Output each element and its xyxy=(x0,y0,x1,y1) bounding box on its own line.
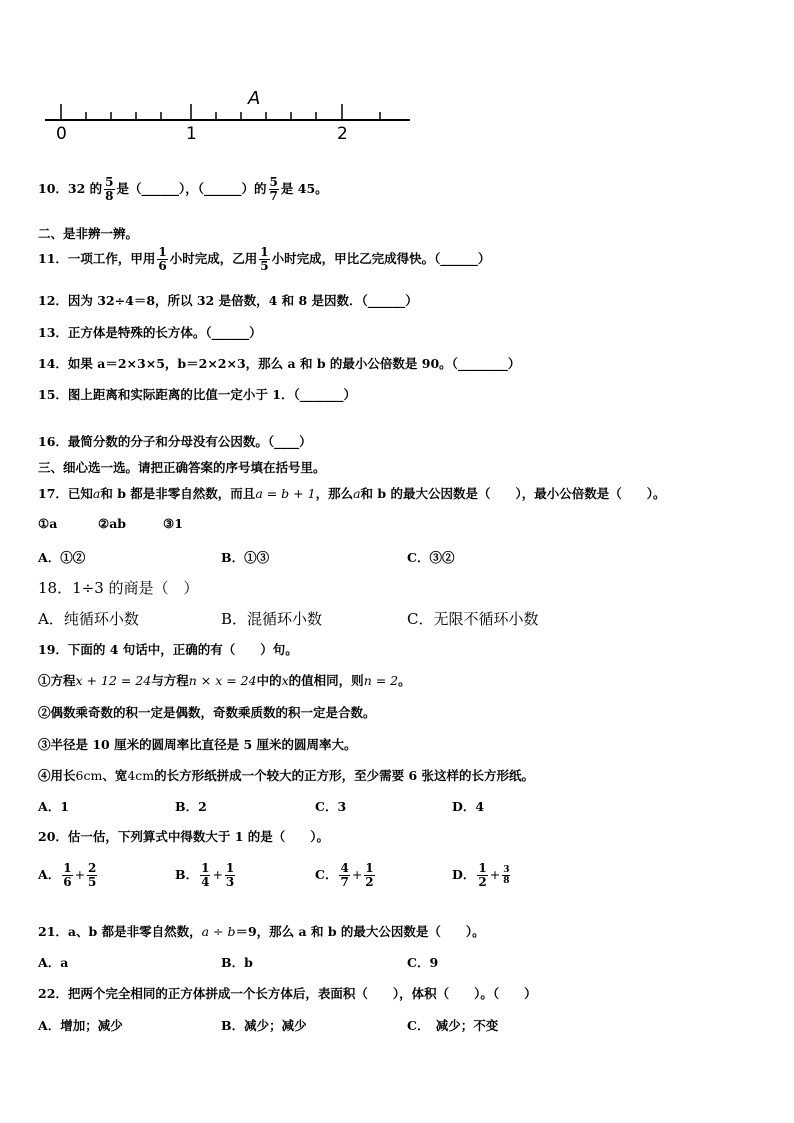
question-22: 22．把两个完全相同的正方体拼成一个长方体后，表面积（ ），体积（ ）。（ ） xyxy=(38,986,537,1001)
q17-text-b: 和 b 都是非零自然数，而且 xyxy=(100,486,256,501)
q19-statement-2: ②偶数乘奇数的积一定是偶数，奇数乘质数的积一定是合数。 xyxy=(38,705,376,720)
q22-option-b: B．减少；减少 xyxy=(221,1018,307,1033)
question-15: 15．图上距离和实际距离的比值一定小于 1．（_______） xyxy=(38,387,356,402)
q19-s1-var-x: x xyxy=(281,673,289,688)
ruler-label-2: 2 xyxy=(337,124,348,144)
q19-s4-text-a: ④用长 xyxy=(38,768,76,783)
q19-s4-width: 4cm xyxy=(127,768,155,783)
question-13: 13．正方体是特殊的长方体。（______） xyxy=(38,325,262,340)
number-line xyxy=(40,82,420,148)
ruler-label-0: 0 xyxy=(56,124,67,144)
question-18: 18．1÷3 的商是（ ） xyxy=(38,579,199,597)
q11-fraction-1: $\frac{1}{6}$ xyxy=(158,245,167,273)
q11-text-b: 小时完成，乙用 xyxy=(169,251,258,266)
q17-equation: a = b + 1 xyxy=(255,486,316,501)
q19-s4-text-c: 的长方形纸拼成一个较大的正方形，至少需要 6 张这样的长方形纸。 xyxy=(154,768,535,783)
q11-text-c: 小时完成，甲比乙完成得快。（______） xyxy=(271,251,491,266)
q19-s1-eq-3: n = 2 xyxy=(363,673,399,688)
question-14: 14．如果 a＝2×3×5，b＝2×2×3，那么 a 和 b 的最小公倍数是 90。（________） xyxy=(38,356,521,371)
q17-item-3: ③1 xyxy=(163,516,183,531)
q10-text-a: 10．32 的 xyxy=(38,181,103,196)
q17-var-a-2: a xyxy=(353,486,361,501)
q17-option-c: C．③② xyxy=(407,550,455,565)
ruler-ticks xyxy=(61,104,380,120)
q19-s1-text-f: 。 xyxy=(398,673,411,688)
ruler-label-1: 1 xyxy=(186,124,197,144)
q18-option-b: B．混循环小数 xyxy=(221,610,323,628)
q19-option-c: C．3 xyxy=(315,799,347,814)
q17-text-c: ，那么 xyxy=(315,486,354,501)
q21-option-c: C．9 xyxy=(407,955,439,970)
question-12: 12．因为 32÷4＝8，所以 32 是倍数，4 和 8 是因数．（______） xyxy=(38,293,418,308)
q18-option-c: C．无限不循环小数 xyxy=(407,610,539,628)
q17-item-2: ②ab xyxy=(98,516,127,531)
q11-text-a: 11．一项工作，甲用 xyxy=(38,251,156,266)
q21-option-a: A．a xyxy=(38,955,69,970)
question-17 xyxy=(38,484,665,502)
q10-fraction-1: $\frac{5}{8}$ xyxy=(105,175,114,203)
question-19: 19．下面的 4 句话中，正确的有（ ）句。 xyxy=(38,642,298,657)
q22-option-c: C． 减少；不变 xyxy=(407,1018,499,1033)
q19-option-a: A．1 xyxy=(38,799,69,814)
q11-fraction-2: $\frac{1}{5}$ xyxy=(260,245,269,273)
section-2-heading: 二、是非辨一辨。 xyxy=(38,226,139,241)
q19-statement-1 xyxy=(38,671,411,689)
question-16: 16．最简分数的分子和分母没有公因数。（____） xyxy=(38,434,312,449)
ruler-point-a: A xyxy=(248,88,261,109)
q17-text-d: 和 b 的最大公因数是（ ），最小公倍数是（ ）。 xyxy=(360,486,666,501)
q20-option-a: A． $\frac{1}{6}$ + $\frac{2}{5}$ xyxy=(38,861,97,889)
q19-s4-length: 6cm xyxy=(75,768,103,783)
q19-s1-eq-1: x + 12 = 24 xyxy=(75,673,152,688)
q19-s1-text-d: 的值相同，则 xyxy=(288,673,364,688)
q18-option-a: A．纯循环小数 xyxy=(38,610,139,628)
question-21 xyxy=(38,922,485,940)
question-11 xyxy=(38,246,490,273)
q17-text-a: 17．已知 xyxy=(38,486,93,501)
q22-option-a: A．增加；减少 xyxy=(38,1018,123,1033)
q20-option-b: B． $\frac{1}{4}$ + $\frac{1}{3}$ xyxy=(175,861,235,889)
q10-text-c: 是 45。 xyxy=(280,181,328,196)
q19-s1-text-a: ①方程 xyxy=(38,673,76,688)
q10-text-b: 是（______），（______）的 xyxy=(116,181,267,196)
q21-option-b: B．b xyxy=(221,955,253,970)
q17-option-b: B．①③ xyxy=(221,550,270,565)
q21-equation: a ÷ b xyxy=(201,924,236,939)
q19-s1-text-c: 中的 xyxy=(256,673,282,688)
q21-text-b: ＝9，那么 a 和 b 的最大公因数是（ ）。 xyxy=(235,924,485,939)
q19-s1-eq-2: n × x = 24 xyxy=(188,673,257,688)
q19-statement-3: ③半径是 10 厘米的圆周率比直径是 5 厘米的圆周率大。 xyxy=(38,737,357,752)
q19-option-b: B．2 xyxy=(175,799,207,814)
q17-option-a: A．①② xyxy=(38,550,86,565)
question-10 xyxy=(38,176,328,203)
q19-statement-4 xyxy=(38,766,534,784)
q21-text-a: 21．a、b 都是非零自然数， xyxy=(38,924,202,939)
q19-option-d: D．4 xyxy=(452,799,485,814)
section-3-heading: 三、细心选一选。请把正确答案的序号填在括号里。 xyxy=(38,460,326,475)
q19-s4-text-b: 、宽 xyxy=(102,768,128,783)
question-20: 20．估一估，下列算式中得数大于 1 的是（ ）。 xyxy=(38,829,330,844)
q20-option-d: D． $\frac{1}{2}$ + $\frac{3}{8}$ xyxy=(452,861,510,889)
q17-var-a: a xyxy=(92,486,101,501)
q17-item-1: ①a xyxy=(38,516,58,531)
q10-fraction-2: $\frac{5}{7}$ xyxy=(269,175,278,203)
q20-option-c: C． $\frac{4}{7}$ + $\frac{1}{2}$ xyxy=(315,861,374,889)
q19-s1-text-b: 与方程 xyxy=(151,673,189,688)
